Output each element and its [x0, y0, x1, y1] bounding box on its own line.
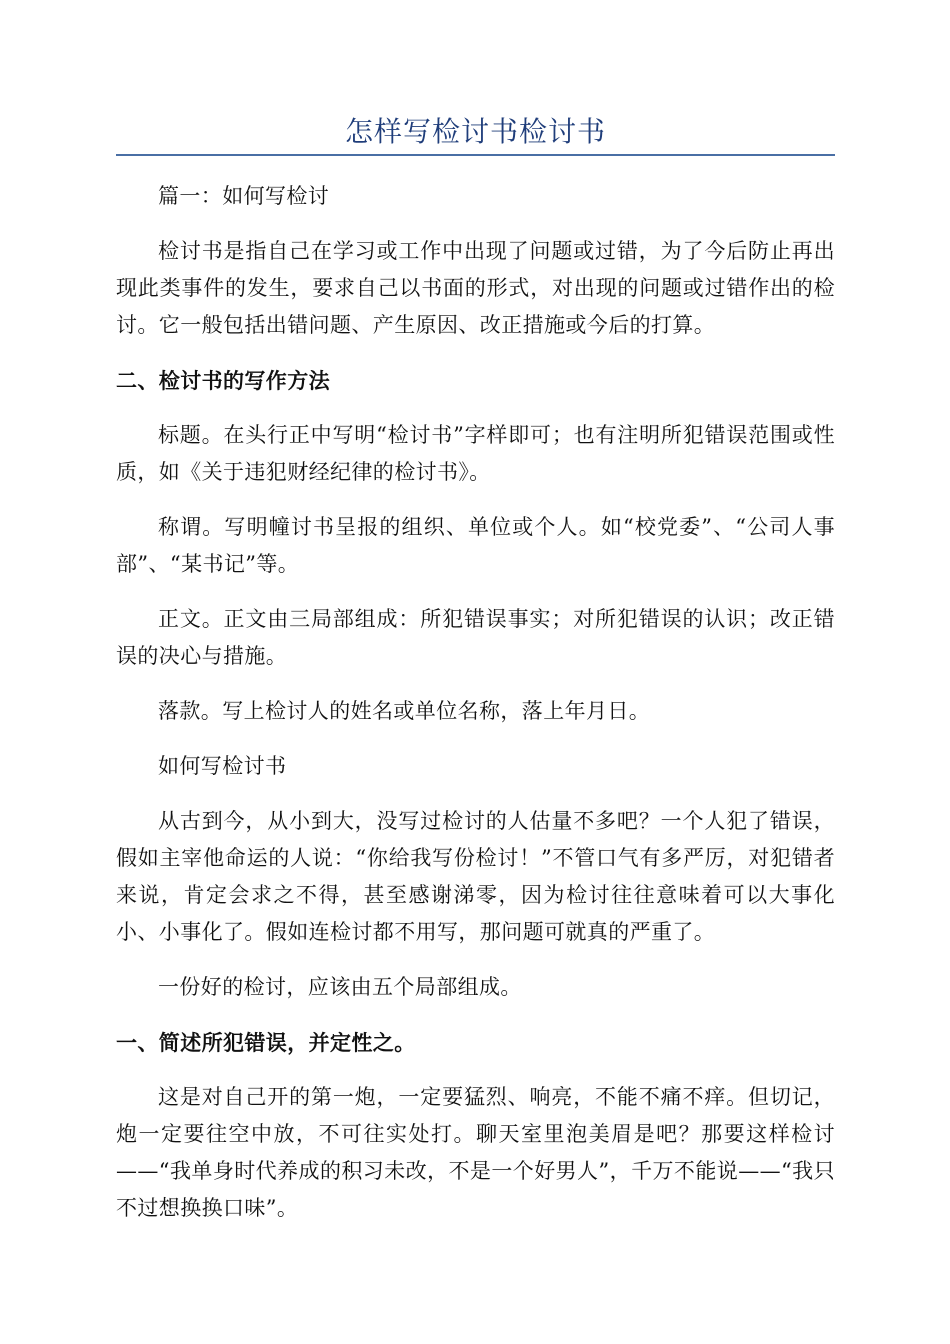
paragraph: 标题。在头行正中写明“检讨书”字样即可；也有注明所犯错误范围或性质，如《关于违犯财经纪律的检讨书》。	[116, 423, 835, 484]
paragraph: 这是对自己开的第一炮，一定要猛烈、响亮，不能不痛不痒。但切记，炮一定要往空中放，不可往实处打。聊天室里泡美眉是吧？那要这样检讨——“我单身时代养成的积习未改，不是一个好男人”，千万不能说——“我只不过想换换口味”。	[116, 1085, 835, 1220]
document-body	[116, 178, 835, 1227]
paragraph: 篇一：如何写检讨	[158, 184, 330, 208]
paragraph: 称谓。写明幢讨书呈报的组织、单位或个人。如“校党委”、“公司人事部”、“某书记”等。	[116, 515, 835, 576]
paragraph: 落款。写上检讨人的姓名或单位名称，落上年月日。	[158, 699, 651, 723]
title-underline	[116, 154, 835, 156]
section-heading: 二、检讨书的写作方法	[116, 368, 330, 393]
page-title: 怎样写检讨书检讨书	[344, 115, 606, 148]
paragraph: 正文。正文由三局部组成：所犯错误事实；对所犯错误的认识；改正错误的决心与措施。	[116, 607, 835, 668]
section-heading: 一、简述所犯错误，并定性之。	[116, 1030, 416, 1055]
document-page	[116, 0, 835, 1245]
paragraph: 一份好的检讨，应该由五个局部组成。	[158, 975, 522, 999]
paragraph: 如何写检讨书	[158, 754, 287, 778]
paragraph: 检讨书是指自己在学习或工作中出现了问题或过错，为了今后防止再出现此类事件的发生，要求自己以书面的形式，对出现的问题或过错作出的检讨。它一般包括出错问题、产生原因、改正措施或今后的打算。	[116, 239, 835, 337]
paragraph: 从古到今，从小到大，没写过检讨的人估量不多吧？一个人犯了错误，假如主宰他命运的人说：“你给我写份检讨！”不管口气有多严厉，对犯错者来说，肯定会求之不得，甚至感谢涕零，因为检讨往往意味着可以大事化小、小事化了。假如连检讨都不用写，那问题可就真的严重了。	[116, 809, 835, 944]
